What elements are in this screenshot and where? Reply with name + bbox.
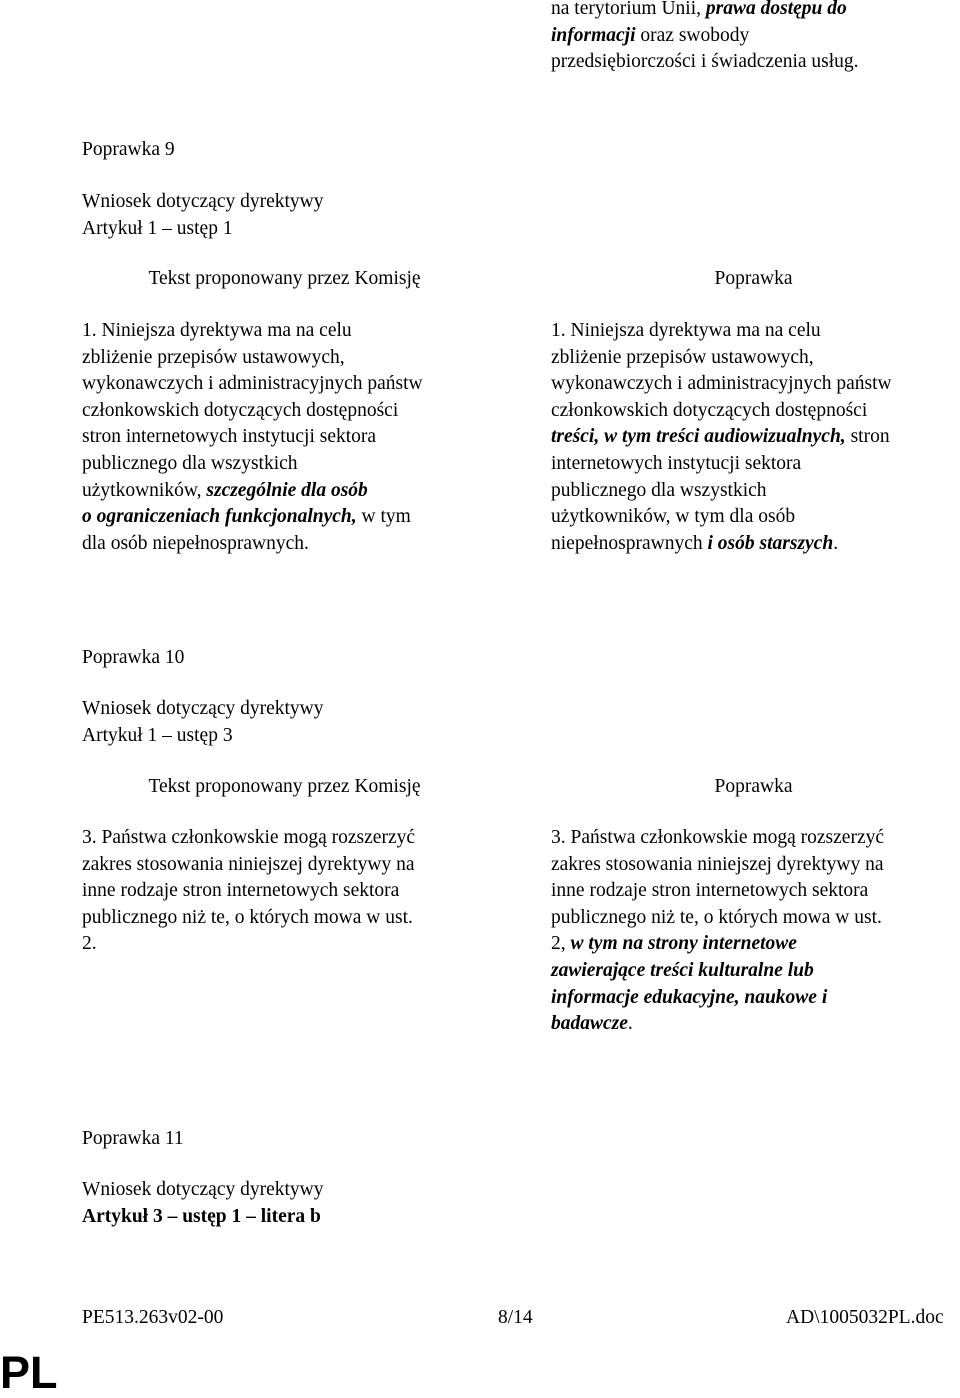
text-line [82, 852, 497, 879]
text-run: zakres stosowania niniejszej dyrektywy na [551, 853, 884, 875]
text-run: członkowskich dotyczących dostępności [82, 399, 399, 421]
text-run: publicznego dla wszystkich [551, 479, 767, 501]
text-line [551, 371, 960, 398]
article-label: Artykuł 3 – ustęp 1 – litera b [82, 1205, 321, 1227]
text-line [551, 878, 960, 905]
text-line [551, 478, 960, 505]
amendment-9-amended-text [551, 318, 960, 557]
text-line [82, 504, 497, 531]
text-run: wykonawczych i administracyjnych państw [82, 373, 423, 395]
text-line [551, 504, 960, 531]
emphasized-text: prawa dostępu do [705, 0, 847, 19]
text-run: członkowskich dotyczących dostępności [551, 399, 868, 421]
article-label: Artykuł 1 – ustęp 3 [82, 724, 233, 746]
amendment-10-reference [82, 696, 324, 749]
top-fragment-line [551, 23, 960, 50]
text-run: niepełnosprawnych [551, 532, 708, 554]
amendment-9-reference [82, 189, 324, 242]
footer-file-name: AD\1005032PL.doc [786, 1307, 944, 1328]
emphasized-text: o ograniczeniach funkcjonalnych, [82, 506, 357, 528]
amendment-10-amended-text [551, 825, 960, 1038]
proposal-label: Wniosek dotyczący dyrektywy [82, 1179, 324, 1200]
top-fragment-line [551, 49, 960, 76]
text-run: stron [845, 426, 890, 448]
emphasized-text: w tym na strony internetowe [570, 933, 797, 955]
emphasized-text: informacje edukacyjne, naukowe i [551, 986, 828, 1008]
text-line [82, 318, 497, 345]
text-run: 2. [82, 933, 97, 955]
text-run: wykonawczych i administracyjnych państw [551, 373, 892, 395]
column-header-amendment: Poprawka [714, 268, 793, 289]
text-run: w tym [356, 506, 411, 528]
text-line [551, 931, 960, 958]
text-line [551, 985, 960, 1012]
emphasized-text: informacji [551, 24, 636, 46]
text-line [82, 825, 497, 852]
text-run: 1. Niniejsza dyrektywa ma na celu [82, 320, 352, 341]
amendment-9-number: Poprawka 9 [82, 139, 175, 160]
text-run: użytkowników, w tym dla osób [551, 506, 796, 528]
text-line [82, 398, 497, 425]
top-fragment [551, 0, 960, 76]
amendment-11-number: Poprawka 11 [82, 1128, 184, 1149]
text-run: przedsiębiorczości i świadczenia usług. [551, 51, 859, 73]
footer-page-number: 8/14 [498, 1307, 533, 1328]
text-run: publicznego niż te, o których mowa w ust. [82, 906, 413, 928]
emphasized-text: badawcze [551, 1013, 628, 1035]
emphasized-text: i osób starszych [707, 532, 834, 554]
text-run: na terytorium Unii, [551, 0, 706, 19]
text-run: inne rodzaje stron internetowych sektora [82, 880, 400, 902]
article-label: Artykuł 1 – ustęp 1 [82, 217, 233, 239]
column-header-commission: Tekst proponowany przez Komisję [148, 776, 421, 797]
column-header-commission: Tekst proponowany przez Komisję [148, 268, 421, 289]
text-run: inne rodzaje stron internetowych sektora [551, 880, 869, 902]
text-run: . [627, 1013, 633, 1035]
footer-doc-ref: PE513.263v02-00 [82, 1307, 224, 1328]
text-line [551, 905, 960, 932]
text-line [82, 878, 497, 905]
text-run: dla osób niepełnosprawnych. [82, 532, 309, 554]
text-line [551, 852, 960, 879]
text-run: zbliżenie przepisów ustawowych, [82, 346, 345, 368]
text-line [551, 958, 960, 985]
proposal-label: Wniosek dotyczący dyrektywy [82, 191, 324, 212]
text-line [82, 905, 497, 932]
amendment-10-number: Poprawka 10 [82, 647, 185, 668]
text-run: oraz swobody [635, 24, 750, 46]
text-line [82, 531, 497, 558]
text-line [82, 478, 497, 505]
text-run: stron internetowych instytucji sektora [82, 426, 377, 448]
top-fragment-line [551, 0, 960, 23]
text-run: 3. Państwa członkowskie mogą rozszerzyć [82, 827, 416, 848]
language-mark: PL [0, 1347, 58, 1398]
text-line [551, 318, 960, 345]
text-run: publicznego dla wszystkich [82, 452, 298, 474]
text-run: publicznego niż te, o których mowa w ust. [551, 906, 882, 928]
text-line [551, 451, 960, 478]
text-run: użytkowników, [82, 479, 207, 501]
amendment-10-commission-text [82, 825, 497, 958]
text-line [82, 345, 497, 372]
text-line [551, 424, 960, 451]
emphasized-text: zawierające treści kulturalne lub [551, 959, 814, 981]
text-line [551, 398, 960, 425]
text-line [82, 424, 497, 451]
text-run: 1. Niniejsza dyrektywa ma na celu [551, 320, 821, 341]
text-line [551, 1011, 960, 1038]
text-run: internetowych instytucji sektora [551, 452, 802, 474]
proposal-label: Wniosek dotyczący dyrektywy [82, 698, 324, 719]
text-line [551, 825, 960, 852]
emphasized-text: treści, w tym treści audiowizualnych, [551, 426, 846, 448]
emphasized-text: szczególnie dla osób [206, 479, 368, 501]
text-line [82, 371, 497, 398]
amendment-11-reference [82, 1177, 324, 1230]
column-header-amendment: Poprawka [714, 776, 793, 797]
text-line [551, 345, 960, 372]
text-line [82, 451, 497, 478]
text-run: zbliżenie przepisów ustawowych, [551, 346, 814, 368]
text-run: 2, [551, 933, 571, 955]
amendment-9-commission-text [82, 318, 497, 557]
text-run: zakres stosowania niniejszej dyrektywy na [82, 853, 415, 875]
text-run: 3. Państwa członkowskie mogą rozszerzyć [551, 827, 885, 848]
text-line [82, 931, 497, 958]
text-run: . [833, 532, 839, 554]
text-line [551, 531, 960, 558]
